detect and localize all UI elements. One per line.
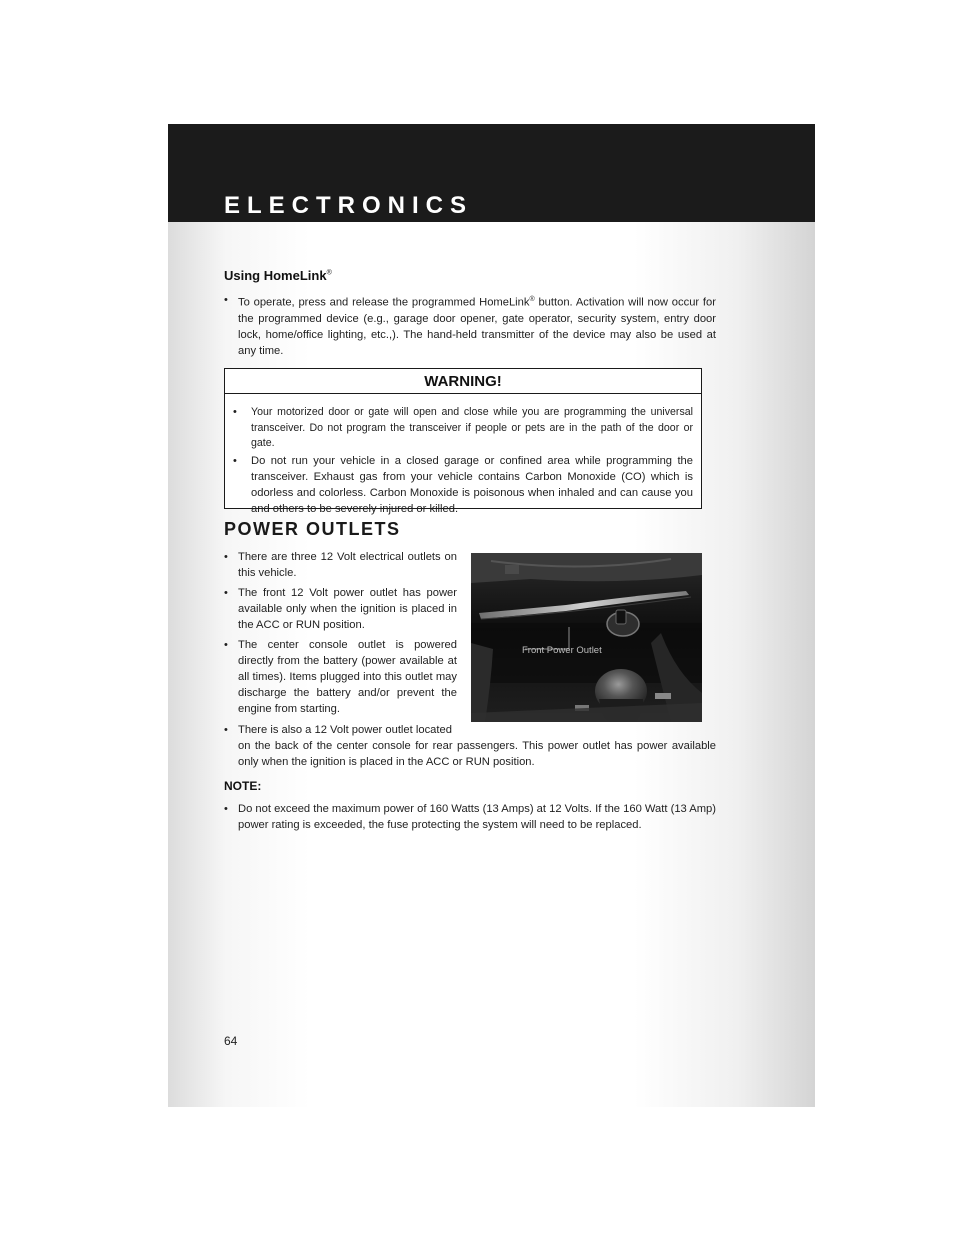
- section-header-bar: [168, 124, 815, 222]
- power-outlet-bullet-rest: on the back of the center console for rear passengers. This power outlet has power available only when the ignition is placed in the ACC or RUN position.: [238, 740, 716, 768]
- homelink-heading-text: Using HomeLink: [224, 268, 327, 283]
- homelink-instruction-pre: To operate, press and release the programmed HomeLink: [238, 296, 530, 309]
- note-bullet: • Do not exceed the maximum power of 160 Watts (13 Amps) at 12 Volts. If the 160 Watt (13 Amp) power rating is exceeded, the fuse protecting the system will need to be replaced.: [224, 801, 716, 833]
- page-number: 64: [224, 1034, 238, 1048]
- power-outlets-heading: POWER OUTLETS: [224, 519, 401, 539]
- homelink-heading: [224, 268, 332, 283]
- front-power-outlet-photo: [471, 553, 702, 722]
- power-outlets-bullets: [224, 549, 457, 721]
- power-outlet-bullet: • The center console outlet is powered directly from the battery (power available at all times). Items plugged into this outlet may discharge the battery and/or prevent the engine from starting.: [224, 637, 457, 717]
- photo-caption: Front Power Outlet: [522, 645, 602, 656]
- note-label: NOTE:: [224, 779, 262, 793]
- section-title: ELECTRONICS: [224, 192, 474, 219]
- power-outlet-bullet: [224, 722, 716, 770]
- manual-page: [168, 124, 815, 1107]
- registered-mark: ®: [326, 269, 332, 277]
- homelink-instruction: [224, 292, 716, 359]
- power-outlet-bullet: • The front 12 Volt power outlet has power available only when the ignition is placed in the ACC or RUN position.: [224, 585, 457, 633]
- power-outlet-bullet: • There are three 12 Volt electrical outlets on this vehicle.: [224, 549, 457, 581]
- warning-item: • Do not run your vehicle in a closed garage or confined area while programming the transceiver. Exhaust gas from your vehicle contains Carbon Monoxide (CO) which is odorless and colorless. Carbon Monoxide is poisonous when inhaled and can cause you and others to be severely injured or killed.: [233, 453, 693, 518]
- homelink-instruction-post: button. Activation will now occur for the programmed device (e.g., garage door opener, gate operator, security system, entry door lock, home/office lighting, etc.,). The hand-held transmitter of the device may also be used at any time.: [238, 296, 716, 357]
- registered-mark: ®: [529, 296, 535, 303]
- warning-item: • Your motorized door or gate will open and close while you are programming the universal transceiver. Do not program the transceiver if people or pets are in the path of the door or gate.: [233, 405, 693, 452]
- warning-list: [233, 405, 693, 519]
- warning-box: [224, 368, 702, 516]
- power-outlet-bullet-line1: • There is also a 12 Volt power outlet located: [238, 724, 452, 736]
- console-photo-illustration: [471, 553, 702, 722]
- warning-title: WARNING!: [225, 369, 701, 394]
